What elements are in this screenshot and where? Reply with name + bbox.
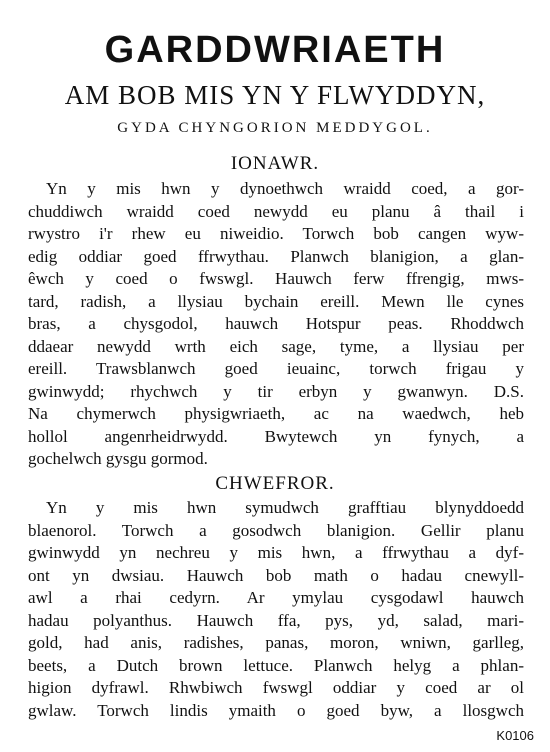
text-line: hadau polyanthus. Hauwch ffa, pys, yd, salad, mari-: [28, 610, 524, 630]
text-line: awl a rhai cedyrn. Ar ymylau cysgodawl hauwch: [28, 588, 524, 607]
document-subtitle: AM BOB MIS YN Y FLWYDDYN,: [64, 80, 486, 110]
text-line: tard, radish, a llysiau bychain ereill. Mewn lle cynes: [28, 291, 524, 311]
text-line: bras, a chysgodol, hauwch Hotspur peas. Rhoddwch: [28, 314, 524, 333]
text-line: blaenorol. Torwch a gosodwch blanigion. Gellir planu: [28, 520, 524, 540]
text-line: gochelwch gysgu gormod.: [28, 449, 208, 468]
text-line: ddaear newydd wrth eich sage, tyme, a llysiau per: [28, 336, 524, 356]
text-line: Yn y mis hwn symudwch grafftiau blynyddoedd: [46, 498, 524, 517]
page-code: K0106: [496, 728, 534, 743]
text-line: gwlaw. Torwch lindis ymaith o goed byw, a llosgwch: [28, 700, 524, 720]
text-line: gwinwydd yn nechreu y mis hwn, a ffrwythau a dyf-: [28, 543, 524, 562]
text-line: ont yn dwsiau. Hauwch bob math o hadau cnewyll-: [28, 565, 524, 585]
text-line: beets, a Dutch brown lettuce. Planwch helyg a phlan-: [28, 655, 524, 675]
text-line: gold, had anis, radishes, panas, moron, wniwn, garlleg,: [28, 633, 524, 652]
document-title: GARDDWRIAETH: [104, 29, 446, 71]
text-line: edig oddiar goed ffrwythau. Planwch blanigion, a glan-: [28, 246, 524, 266]
section-body-ionawr: [28, 178, 524, 471]
text-line: gwinwydd; rhychwch y tir erbyn y gwanwyn. D.S.: [28, 381, 524, 401]
text-line: Yn y mis hwn y dynoethwch wraidd coed, a gor-: [46, 179, 524, 198]
section-heading-ionawr: IONAWR.: [230, 153, 320, 174]
section-heading-chwefror: CHWEFROR.: [215, 473, 335, 494]
text-line: hollol angenrheidrwydd. Bwytewch yn fynych, a: [28, 426, 524, 446]
text-line: chuddiwch wraidd coed newydd eu planu â thail i: [28, 201, 524, 221]
section-body-chwefror: [28, 497, 524, 722]
text-line: êwch y coed o fwswgl. Hauwch ferw ffrengig, mws-: [28, 269, 524, 288]
text-line: ereill. Trawsblanwch goed ieuainc, torwch frigau y: [28, 359, 524, 378]
document-subsubtitle: GYDA CHYNGORION MEDDYGOL.: [117, 120, 433, 136]
text-line: Na chymerwch physigwriaeth, ac na waedwch, heb: [28, 404, 524, 423]
text-line: higion dyfrawl. Rhwbiwch fwswgl oddiar y coed ar ol: [28, 678, 524, 697]
text-line: rwystro i'r rhew eu niweidio. Torwch bob cangen wyw-: [28, 224, 524, 243]
